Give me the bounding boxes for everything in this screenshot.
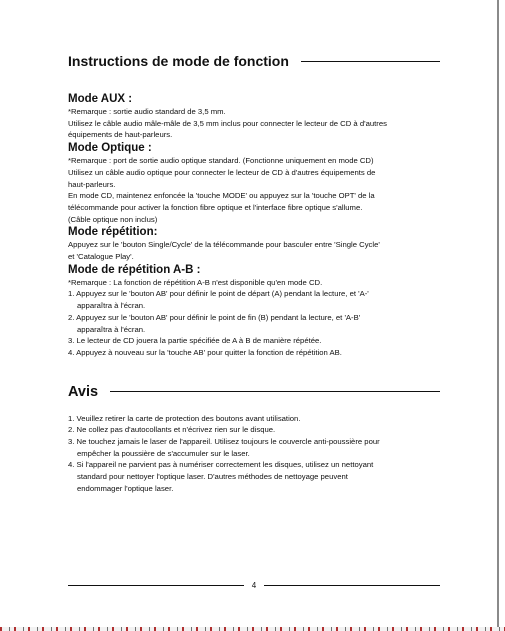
avis-line: 3. Ne touchez jamais le laser de l'appareil. Utilisez toujours le couvercle anti-poussière pour	[68, 437, 380, 447]
avis-line: standard pour nettoyer l'optique laser. D'autres méthodes de nettoyage peuvent	[77, 472, 348, 482]
repetition-line: Appuyez sur le 'bouton Single/Cycle' de la télécommande pour basculer entre 'Single Cycle'	[68, 240, 380, 250]
subheading-optique: Mode Optique :	[68, 142, 152, 155]
footer-rule-right	[264, 585, 440, 586]
repetition-line: et 'Catalogue Play'.	[68, 252, 134, 262]
page-footer	[68, 581, 440, 590]
ab-line: apparaîtra à l'écran.	[77, 324, 146, 334]
optique-line: En mode CD, maintenez enfoncée la 'touche MODE' ou appuyez sur la 'touche OPT' de la	[68, 191, 375, 201]
avis-line: 1. Veuillez retirer la carte de protection des boutons avant utilisation.	[68, 413, 301, 423]
optique-line: *Remarque : port de sortie audio optique standard. (Fonctionne uniquement en mode CD)	[68, 156, 374, 166]
section-heading-avis	[68, 383, 440, 401]
heading-rule	[301, 61, 440, 62]
optique-line: (Câble optique non inclus)	[68, 214, 158, 224]
aux-line: *Remarque : sortie audio standard de 3,5 mm.	[68, 107, 226, 116]
manual-page	[68, 52, 440, 495]
avis-line: empêcher la poussière de s'accumuler sur le laser.	[77, 448, 250, 458]
page-edge-line	[497, 0, 499, 627]
section-title-instructions: Instructions de mode de fonction	[68, 53, 289, 69]
avis-line: endommager l'optique laser.	[77, 483, 174, 493]
bottom-edge-strip	[0, 627, 505, 631]
ab-line: 1. Appuyez sur le 'bouton AB' pour définir le point de départ (A) pendant la lecture, et 'A-'	[68, 289, 369, 299]
ab-line: apparaîtra à l'écran.	[77, 301, 146, 311]
optique-line: haut-parleurs.	[68, 179, 116, 189]
ab-line: *Remarque : La fonction de répétition A-B n'est disponible qu'en mode CD.	[68, 277, 323, 287]
section-heading-instructions	[68, 52, 440, 70]
optique-line: télécommande pour activer la fonction fibre optique et l'interface fibre optique s'allume.	[68, 202, 363, 212]
avis-line: 4. Si l'appareil ne parvient pas à numériser correctement les disques, utilisez un nettoyant	[68, 460, 374, 470]
optique-line: Utilisez un câble audio optique pour connecter le lecteur de CD à d'autres équipements de	[68, 167, 376, 177]
subheading-ab: Mode de répétition A-B :	[68, 263, 201, 276]
heading-rule	[110, 391, 440, 392]
subheading-repetition: Mode répétition:	[68, 226, 158, 239]
aux-line: équipements de haut-parleurs.	[68, 130, 173, 140]
footer-rule-left	[68, 585, 244, 586]
subheading-aux: Mode AUX :	[68, 93, 133, 105]
avis-line: 2. Ne collez pas d'autocollants et n'écrivez rien sur le disque.	[68, 425, 276, 435]
page-number: 4	[251, 581, 257, 590]
ab-line: 4. Appuyez à nouveau sur la 'touche AB' pour quitter la fonction de répétition AB.	[68, 347, 342, 357]
ab-line: 3. Le lecteur de CD jouera la partie spécifiée de A à B de manière répétée.	[68, 336, 322, 346]
section-title-avis: Avis	[68, 383, 99, 400]
aux-line: Utilisez le câble audio mâle-mâle de 3,5 mm inclus pour connecter le lecteur de CD à d'autres	[68, 118, 387, 128]
ab-line: 2. Appuyez sur le 'bouton AB' pour définir le point de fin (B) pendant la lecture, et 'A-B'	[68, 312, 361, 322]
